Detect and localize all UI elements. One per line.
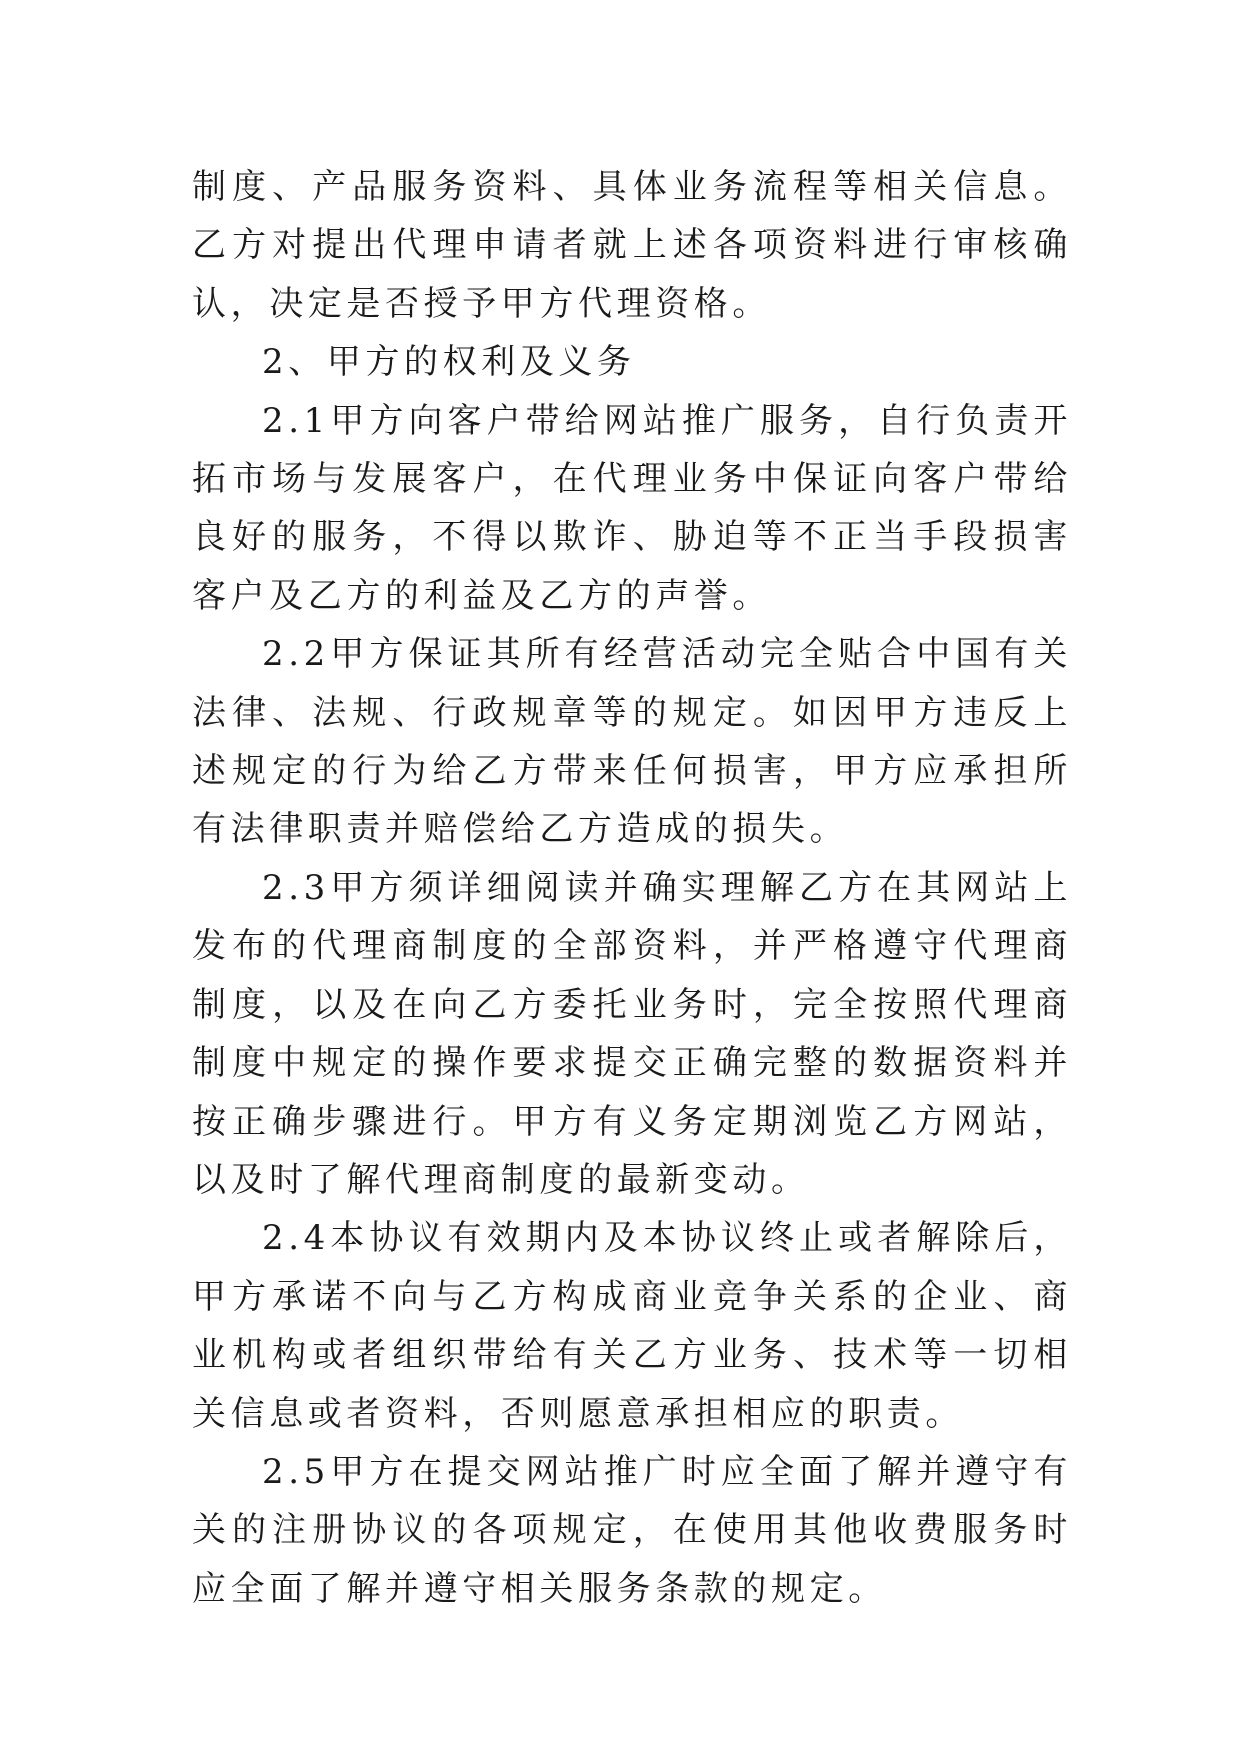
clause-2-2: 2.2甲方保证其所有经营活动完全贴合中国有关法律、法规、行政规章等的规定。如因甲方违反上述规定的行为给乙方带来任何损害，甲方应承担所有法律职责并赔偿给乙方造成的损失。 bbox=[192, 634, 1072, 850]
clause-2-4: 2.4本协议有效期内及本协议终止或者解除后，甲方承诺不向与乙方构成商业竞争关系的企业、商业机构或者组织带给有关乙方业务、技术等一切相关信息或者资料，否则愿意承担相应的职责。 bbox=[192, 1218, 1072, 1434]
section-heading: 2、甲方的权利及义务 bbox=[262, 342, 636, 383]
clause-2-5: 2.5甲方在提交网站推广时应全面了解并遵守有关的注册协议的各项规定，在使用其他收费服务时应全面了解并遵守相关服务条款的规定。 bbox=[192, 1451, 1072, 1609]
clause-2-1: 2.1甲方向客户带给网站推广服务，自行负责开拓市场与发展客户，在代理业务中保证向客户带给良好的服务，不得以欺诈、胁迫等不正当手段损害客户及乙方的利益及乙方的声誉。 bbox=[192, 400, 1072, 616]
clause-2-3: 2.3甲方须详细阅读并确实理解乙方在其网站上发布的代理商制度的全部资料，并严格遵守代理商制度，以及在向乙方委托业务时，完全按照代理商制度中规定的操作要求提交正确完整的数据资料并按正确步骤进行。甲方有义务定期浏览乙方网站，以及时了解代理商制度的最新变动。 bbox=[192, 867, 1072, 1200]
document-body bbox=[192, 158, 1072, 1618]
paragraph-continuation: 制度、产品服务资料、具体业务流程等相关信息。乙方对提出代理申请者就上述各项资料进行审核确认，决定是否授予甲方代理资格。 bbox=[192, 167, 1072, 324]
